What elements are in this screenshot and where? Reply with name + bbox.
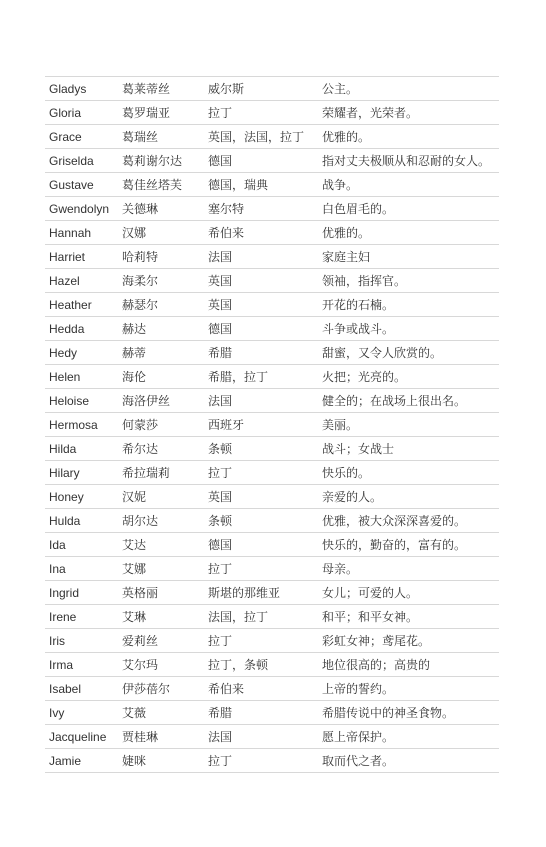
chinese-name-cell: 艾琳 bbox=[122, 609, 147, 624]
table-row bbox=[45, 293, 499, 317]
origin-cell: 拉丁 bbox=[208, 633, 233, 648]
english-name-cell: Griselda bbox=[49, 153, 94, 168]
table-row bbox=[45, 389, 499, 413]
meaning-cell: 优雅的。 bbox=[322, 225, 371, 240]
origin-cell: 斯堪的那维亚 bbox=[208, 585, 281, 600]
meaning-cell: 上帝的誓约。 bbox=[322, 681, 395, 696]
table-row bbox=[45, 317, 499, 341]
meaning-cell: 快乐的。 bbox=[322, 465, 371, 480]
meaning-cell: 彩虹女神；鸢尾花。 bbox=[322, 633, 431, 648]
chinese-name-cell: 汉娜 bbox=[122, 225, 147, 240]
english-name-cell: Hilda bbox=[49, 441, 77, 456]
origin-cell: 威尔斯 bbox=[208, 81, 245, 96]
english-name-cell: Hedda bbox=[49, 321, 85, 336]
meaning-cell: 战争。 bbox=[322, 177, 359, 192]
english-name-cell: Hannah bbox=[49, 225, 92, 240]
chinese-name-cell: 希尔达 bbox=[122, 441, 159, 456]
chinese-name-cell: 英格丽 bbox=[122, 585, 159, 600]
chinese-name-cell: 葛佳丝塔芙 bbox=[122, 177, 183, 192]
table-row bbox=[45, 581, 499, 605]
table-row bbox=[45, 197, 499, 221]
english-name-cell: Irene bbox=[49, 609, 77, 624]
table-row bbox=[45, 125, 499, 149]
english-name-cell: Helen bbox=[49, 369, 81, 384]
table-row bbox=[45, 413, 499, 437]
origin-cell: 德国，瑞典 bbox=[208, 177, 269, 192]
table-row bbox=[45, 245, 499, 269]
meaning-cell: 公主。 bbox=[322, 81, 359, 96]
table-row bbox=[45, 485, 499, 509]
meaning-cell: 斗争或战斗。 bbox=[322, 321, 395, 336]
origin-cell: 英国 bbox=[208, 273, 233, 288]
table-row bbox=[45, 653, 499, 677]
table-row bbox=[45, 341, 499, 365]
chinese-name-cell: 婕咪 bbox=[122, 753, 147, 768]
origin-cell: 德国 bbox=[208, 321, 233, 336]
chinese-name-cell: 贾桂琳 bbox=[122, 729, 159, 744]
english-name-cell: Hilary bbox=[49, 465, 80, 480]
meaning-cell: 取而代之者。 bbox=[322, 753, 395, 768]
english-name-cell: Jamie bbox=[49, 753, 82, 768]
origin-cell: 拉丁 bbox=[208, 753, 233, 768]
origin-cell: 希伯来 bbox=[208, 225, 245, 240]
chinese-name-cell: 赫瑟尔 bbox=[122, 297, 159, 312]
table-row bbox=[45, 749, 499, 773]
chinese-name-cell: 艾尔玛 bbox=[122, 657, 159, 672]
english-name-cell: Irma bbox=[49, 657, 73, 672]
meaning-cell: 白色眉毛的。 bbox=[322, 201, 395, 216]
origin-cell: 希腊 bbox=[208, 345, 233, 360]
origin-cell: 拉丁 bbox=[208, 561, 233, 576]
english-name-cell: Gwendolyn bbox=[49, 201, 110, 216]
table-row bbox=[45, 701, 499, 725]
english-name-cell: Grace bbox=[49, 129, 82, 144]
meaning-cell: 和平；和平女神。 bbox=[322, 609, 419, 624]
meaning-cell: 战斗；女战士 bbox=[322, 441, 395, 456]
english-name-cell: Hazel bbox=[49, 273, 80, 288]
origin-cell: 德国 bbox=[208, 537, 233, 552]
meaning-cell: 荣耀者，光荣者。 bbox=[322, 105, 419, 120]
chinese-name-cell: 何蒙莎 bbox=[122, 417, 159, 432]
chinese-name-cell: 海伦 bbox=[122, 369, 147, 384]
meaning-cell: 指对丈夫极顺从和忍耐的女人。 bbox=[322, 153, 491, 168]
chinese-name-cell: 希拉瑞莉 bbox=[122, 465, 171, 480]
table-row bbox=[45, 509, 499, 533]
meaning-cell: 母亲。 bbox=[322, 561, 359, 576]
meaning-cell: 优雅的。 bbox=[322, 129, 371, 144]
english-name-cell: Jacqueline bbox=[49, 729, 107, 744]
meaning-cell: 健全的；在战场上很出名。 bbox=[322, 393, 467, 408]
meaning-cell: 领袖，指挥官。 bbox=[322, 273, 407, 288]
english-name-cell: Ida bbox=[49, 537, 66, 552]
english-name-cell: Gloria bbox=[49, 105, 82, 120]
origin-cell: 英国 bbox=[208, 489, 233, 504]
table-row bbox=[45, 533, 499, 557]
table-row bbox=[45, 149, 499, 173]
meaning-cell: 愿上帝保护。 bbox=[322, 729, 395, 744]
english-name-cell: Ingrid bbox=[49, 585, 80, 600]
origin-cell: 西班牙 bbox=[208, 417, 245, 432]
chinese-name-cell: 胡尔达 bbox=[122, 513, 159, 528]
origin-cell: 德国 bbox=[208, 153, 233, 168]
english-name-cell: Gustave bbox=[49, 177, 94, 192]
origin-cell: 塞尔特 bbox=[208, 201, 245, 216]
table-row bbox=[45, 725, 499, 749]
english-name-cell: Ivy bbox=[49, 705, 65, 720]
chinese-name-cell: 哈莉特 bbox=[122, 249, 159, 264]
chinese-name-cell: 葛瑞丝 bbox=[122, 129, 159, 144]
table-row bbox=[45, 365, 499, 389]
origin-cell: 法国，拉丁 bbox=[208, 609, 269, 624]
table-row bbox=[45, 605, 499, 629]
table-row bbox=[45, 557, 499, 581]
table-row bbox=[45, 221, 499, 245]
english-name-cell: Gladys bbox=[49, 81, 87, 96]
table-row bbox=[45, 77, 499, 101]
origin-cell: 法国 bbox=[208, 249, 233, 264]
origin-cell: 拉丁 bbox=[208, 465, 233, 480]
meaning-cell: 火把；光亮的。 bbox=[322, 369, 407, 384]
table-row bbox=[45, 269, 499, 293]
chinese-name-cell: 艾娜 bbox=[122, 561, 147, 576]
meaning-cell: 女儿；可爱的人。 bbox=[322, 585, 419, 600]
table-row bbox=[45, 101, 499, 125]
english-name-cell: Ina bbox=[49, 561, 66, 576]
meaning-cell: 美丽。 bbox=[322, 417, 359, 432]
meaning-cell: 甜蜜，又令人欣赏的。 bbox=[322, 345, 443, 360]
table-row bbox=[45, 173, 499, 197]
english-name-cell: Iris bbox=[49, 633, 65, 648]
table-row bbox=[45, 629, 499, 653]
names-table bbox=[45, 76, 499, 773]
english-name-cell: Hulda bbox=[49, 513, 81, 528]
table-row bbox=[45, 461, 499, 485]
origin-cell: 英国，法国，拉丁 bbox=[208, 129, 305, 144]
chinese-name-cell: 艾薇 bbox=[122, 705, 147, 720]
chinese-name-cell: 爱莉丝 bbox=[122, 633, 159, 648]
chinese-name-cell: 葛莱蒂丝 bbox=[122, 81, 171, 96]
meaning-cell: 希腊传说中的神圣食物。 bbox=[322, 705, 455, 720]
chinese-name-cell: 海柔尔 bbox=[122, 273, 159, 288]
origin-cell: 英国 bbox=[208, 297, 233, 312]
chinese-name-cell: 赫蒂 bbox=[122, 345, 147, 360]
meaning-cell: 亲爱的人。 bbox=[322, 489, 383, 504]
chinese-name-cell: 关德琳 bbox=[122, 201, 159, 216]
chinese-name-cell: 葛罗瑞亚 bbox=[122, 105, 171, 120]
english-name-cell: Hedy bbox=[49, 345, 78, 360]
origin-cell: 希伯来 bbox=[208, 681, 245, 696]
meaning-cell: 优雅，被大众深深喜爱的。 bbox=[322, 513, 467, 528]
chinese-name-cell: 赫达 bbox=[122, 321, 147, 336]
origin-cell: 希腊，拉丁 bbox=[208, 369, 269, 384]
meaning-cell: 开花的石楠。 bbox=[322, 297, 395, 312]
table-row bbox=[45, 437, 499, 461]
chinese-name-cell: 海洛伊丝 bbox=[122, 393, 171, 408]
chinese-name-cell: 伊莎蓓尔 bbox=[122, 681, 171, 696]
origin-cell: 希腊 bbox=[208, 705, 233, 720]
english-name-cell: Isabel bbox=[49, 681, 82, 696]
meaning-cell: 地位很高的；高贵的 bbox=[322, 657, 431, 672]
english-name-cell: Hermosa bbox=[49, 417, 98, 432]
chinese-name-cell: 汉妮 bbox=[122, 489, 147, 504]
chinese-name-cell: 葛莉谢尔达 bbox=[122, 153, 183, 168]
origin-cell: 拉丁，条顿 bbox=[208, 657, 269, 672]
origin-cell: 法国 bbox=[208, 393, 233, 408]
origin-cell: 条顿 bbox=[208, 441, 233, 456]
meaning-cell: 家庭主妇 bbox=[322, 249, 371, 264]
origin-cell: 拉丁 bbox=[208, 105, 233, 120]
table-row bbox=[45, 677, 499, 701]
english-name-cell: Harriet bbox=[49, 249, 86, 264]
english-name-cell: Heloise bbox=[49, 393, 90, 408]
english-name-cell: Honey bbox=[49, 489, 84, 504]
chinese-name-cell: 艾达 bbox=[122, 537, 147, 552]
meaning-cell: 快乐的，勤奋的，富有的。 bbox=[322, 537, 467, 552]
origin-cell: 法国 bbox=[208, 729, 233, 744]
english-name-cell: Heather bbox=[49, 297, 92, 312]
origin-cell: 条顿 bbox=[208, 513, 233, 528]
